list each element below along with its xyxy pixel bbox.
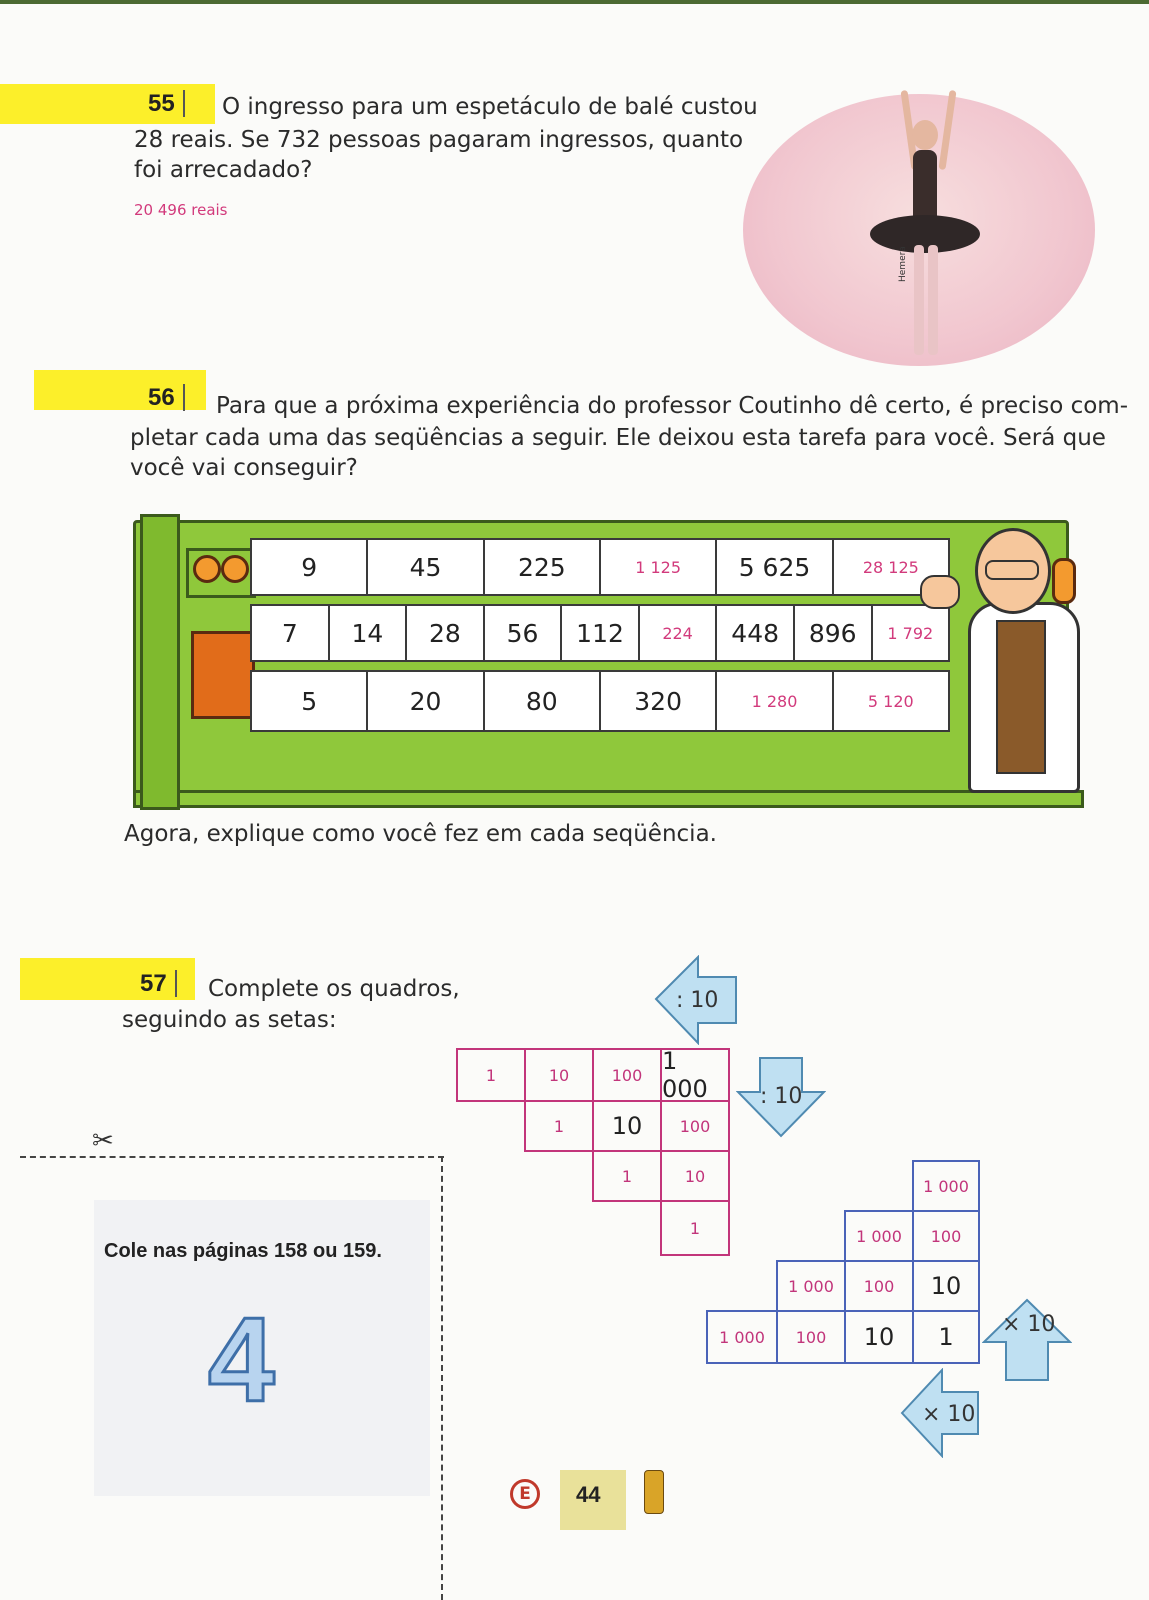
sequence-cell: 896 xyxy=(795,606,873,660)
pink-grid-cell: 1 xyxy=(524,1100,594,1152)
dancer-tutu xyxy=(870,215,980,253)
divide-down-label: : 10 xyxy=(760,1084,803,1109)
sequence-cell: 28 xyxy=(407,606,485,660)
question-55-line2: 28 reais. Se 732 pessoas pagaram ingressos, quanto xyxy=(134,127,744,153)
sequence-cell: 448 xyxy=(717,606,795,660)
sequence-cell: 5 xyxy=(252,672,368,730)
knob-left xyxy=(193,555,221,583)
sequence-cell: 20 xyxy=(368,672,484,730)
pink-grid-cell: 10 xyxy=(524,1048,594,1102)
multiply-up-label: × 10 xyxy=(1002,1312,1056,1337)
blue-grid-cell: 100 xyxy=(912,1210,980,1262)
sequence-answer-cell: 224 xyxy=(640,606,718,660)
pink-grid-cell: 100 xyxy=(592,1048,662,1102)
blue-grid-cell: 1 000 xyxy=(706,1310,778,1364)
sequence-row-2 xyxy=(250,604,950,662)
cut-line-vertical xyxy=(441,1156,443,1600)
dancer-leg-right xyxy=(928,245,938,355)
blue-grid-cell: 10 xyxy=(844,1310,914,1364)
professor-glasses xyxy=(985,560,1039,580)
sequence-row-3 xyxy=(250,670,950,732)
sequence-cell: 45 xyxy=(368,540,484,594)
edition-badge: E xyxy=(510,1479,540,1509)
machine-spring xyxy=(1052,558,1076,604)
scissors-icon: ✂ xyxy=(92,1126,114,1156)
multiply-up-arrow-icon xyxy=(982,1298,1072,1382)
cut-line-horizontal xyxy=(20,1156,444,1158)
sequence-answer-cell: 1 280 xyxy=(717,672,833,730)
question-55-number: 55 xyxy=(148,90,185,118)
pink-grid-cell: 1 xyxy=(660,1200,730,1256)
blue-grid-cell: 100 xyxy=(844,1260,914,1312)
sequence-answer-cell: 28 125 xyxy=(862,557,919,577)
question-56-line2: pletar cada uma das seqüências a seguir. Ele deixou esta tarefa para você. Será que xyxy=(130,425,1106,451)
machine-grill xyxy=(191,631,255,719)
blue-grid-cell: 100 xyxy=(776,1310,846,1364)
blue-grid-cell: 1 000 xyxy=(776,1260,846,1312)
sequence-cell: 7 xyxy=(252,606,330,660)
sequence-answer-cell: 5 120 xyxy=(867,691,914,711)
sequence-cell: 9 xyxy=(252,540,368,594)
dancer-leg-left xyxy=(914,245,924,355)
sequence-cell: 320 xyxy=(601,672,717,730)
traffic-light-icon xyxy=(644,1470,664,1514)
multiply-left-label: × 10 xyxy=(922,1402,976,1427)
sequence-cell: 14 xyxy=(330,606,408,660)
machine-board-base xyxy=(133,790,1084,808)
cutout-instruction: Cole nas páginas 158 ou 159. xyxy=(104,1240,382,1262)
question-57-line2: seguindo as setas: xyxy=(122,1007,337,1033)
sequence-cell: 225 xyxy=(485,540,601,594)
sequence-row-1 xyxy=(250,538,950,596)
pink-grid-cell: 1 000 xyxy=(660,1048,730,1102)
blue-grid-cell: 10 xyxy=(912,1260,980,1312)
explain-instruction: Agora, explique como você fez em cada seqüência. xyxy=(124,821,717,847)
knob-right xyxy=(221,555,249,583)
professor-pointing-hand xyxy=(920,575,960,609)
question-55-line1: O ingresso para um espetáculo de balé custou xyxy=(222,94,758,120)
cutout-big-number: 4 xyxy=(208,1293,275,1427)
blue-grid-cell: 1 xyxy=(912,1310,980,1364)
pink-grid-cell: 100 xyxy=(660,1100,730,1152)
question-57-number: 57 xyxy=(140,970,177,998)
dancer-head xyxy=(912,120,938,150)
question-56-line1: Para que a próxima experiência do professor Coutinho dê certo, é preciso com- xyxy=(216,393,1129,419)
question-56-number: 56 xyxy=(148,384,185,412)
sequence-cell: 80 xyxy=(485,672,601,730)
sequence-cell: 112 xyxy=(562,606,640,660)
pink-grid-cell: 10 xyxy=(592,1100,662,1152)
sequence-answer-cell: 1 125 xyxy=(601,540,717,594)
question-56-line3: você vai conseguir? xyxy=(130,455,358,481)
question-55-line3: foi arrecadado? xyxy=(134,157,313,183)
pink-grid-cell: 1 xyxy=(592,1150,662,1202)
question-57-line1: Complete os quadros, xyxy=(208,976,460,1002)
machine-post xyxy=(140,514,180,810)
blue-grid-cell: 1 000 xyxy=(912,1160,980,1212)
professor-suit xyxy=(996,620,1046,774)
sequence-cell: 5 625 xyxy=(717,540,833,594)
divide-left-label: : 10 xyxy=(676,988,719,1013)
top-border xyxy=(0,0,1149,4)
sequence-answer-cell: 1 792 xyxy=(887,623,934,643)
photo-credit: Hemera xyxy=(898,246,908,282)
sequence-cell: 56 xyxy=(485,606,563,660)
pink-grid-cell: 10 xyxy=(660,1150,730,1202)
pink-grid-cell: 1 xyxy=(456,1048,526,1102)
blue-grid-cell: 1 000 xyxy=(844,1210,914,1262)
page-number: 44 xyxy=(576,1482,601,1507)
question-55-answer: 20 496 reais xyxy=(134,201,228,219)
